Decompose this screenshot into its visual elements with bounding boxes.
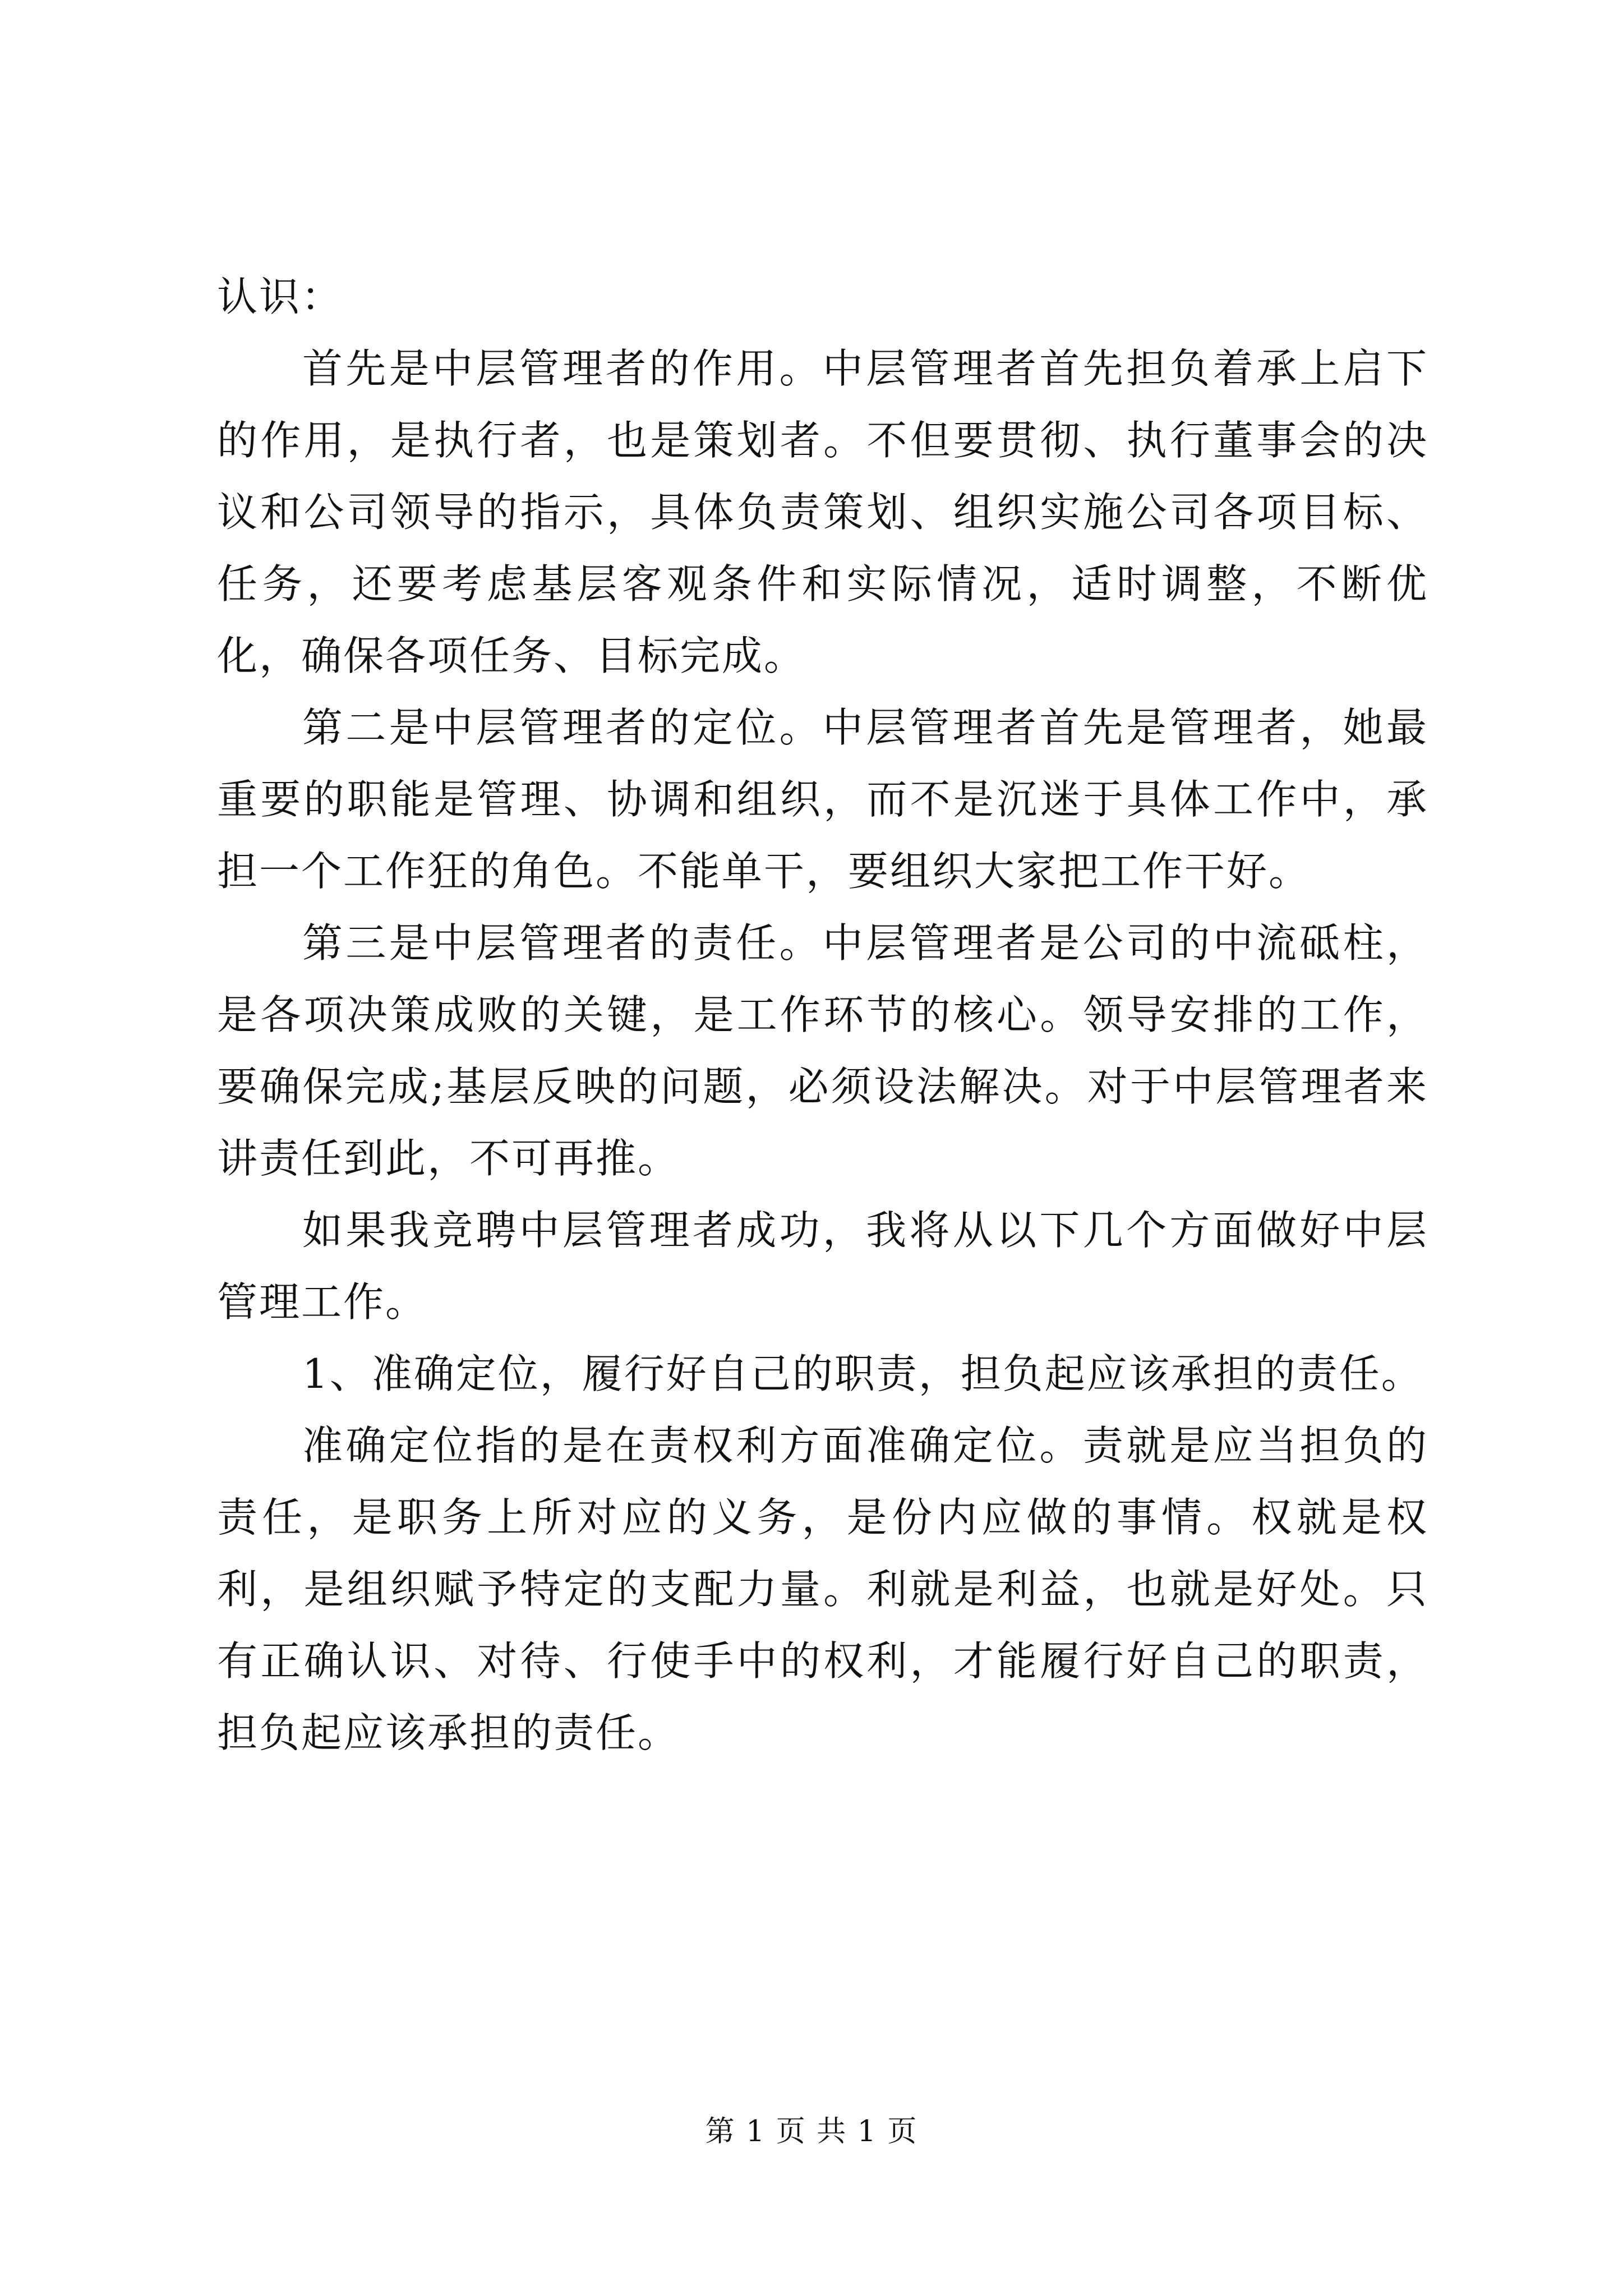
paragraph-positioning: 第二是中层管理者的定位。中层管理者首先是管理者，她最重要的职能是管理、协调和组织，而不是沉迷于具体工作中，承担一个工作狂的角色。不能单干，要组织大家把工作干好。 <box>217 704 1428 895</box>
paragraph-point-1-body: 准确定位指的是在责权利方面准确定位。责就是应当担负的责任，是职务上所对应的义务，是份内应做的事情。权就是权利，是组织赋予特定的支配力量。利就是利益，也就是好处。只有正确认识、对待、行使手中的权利，才能履行好自己的职责，担负起应该承担的责任。 <box>217 1422 1428 1756</box>
paragraph-role: 首先是中层管理者的作用。中层管理者首先担负着承上启下的作用，是执行者，也是策划者。不但要贯彻、执行董事会的决议和公司领导的指示，具体负责策划、组织实施公司各项目标、任务，还要考虑基层客观条件和实际情况，适时调整，不断优化，确保各项任务、目标完成。 <box>217 345 1428 679</box>
document-body <box>217 261 1428 1769</box>
paragraph-point-1-heading: 1、准确定位，履行好自己的职责，担负起应该承担的责任。 <box>302 1350 1423 1397</box>
paragraph-responsibility: 第三是中层管理者的责任。中层管理者是公司的中流砥柱，是各项决策成败的关键，是工作环节的核心。领导安排的工作，要确保完成;基层反映的问题，必须设法解决。对于中层管理者来讲责任到此，不可再推。 <box>217 919 1428 1182</box>
paragraph-continuation: 认识： <box>217 273 344 320</box>
paragraph-plan-intro: 如果我竞聘中层管理者成功，我将从以下几个方面做好中层管理工作。 <box>217 1207 1428 1326</box>
page-number-footer: 第 1 页 共 1 页 <box>705 2115 918 2148</box>
